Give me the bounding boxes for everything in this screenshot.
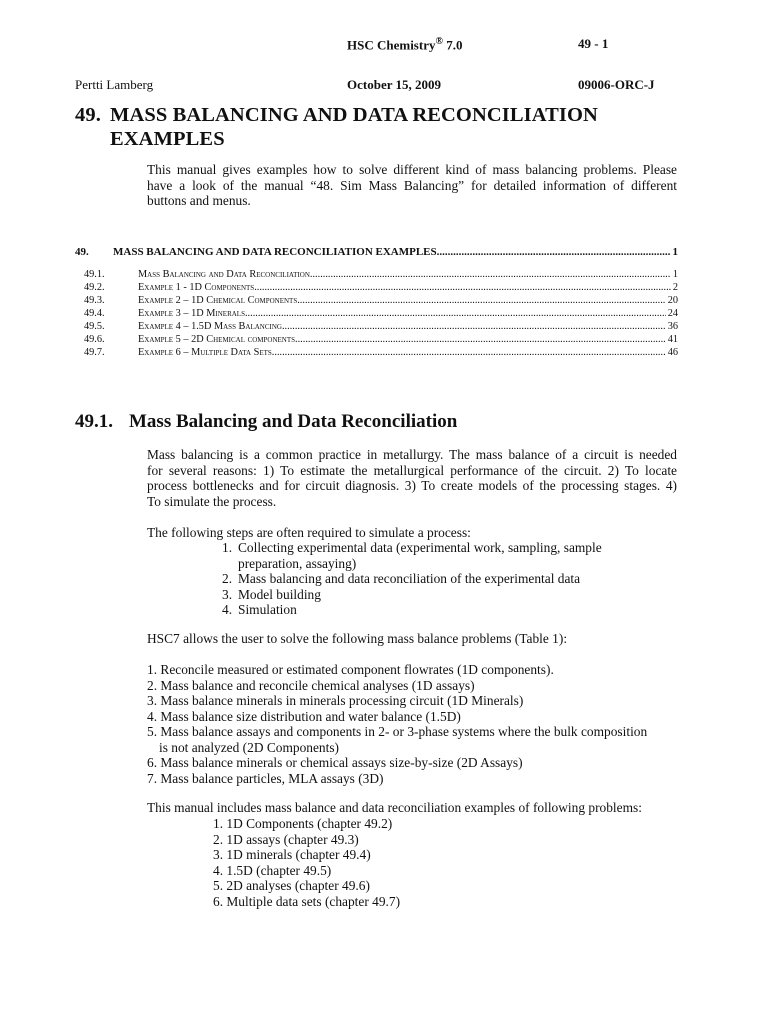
- toc-leader-dots: [310, 268, 671, 281]
- list-item: 2. Mass balance and reconcile chemical analyses (1D assays): [147, 677, 475, 693]
- body-paragraph-2: The following steps are often required to simulate a process:: [147, 525, 471, 540]
- list-item: 3. Mass balance minerals in minerals processing circuit (1D Minerals): [147, 693, 524, 708]
- paragraph-line: Mass balancing is a common practice in metallurgy. The mass balance of a circuit is needed: [147, 447, 677, 462]
- toc-entry-49-1[interactable]: [84, 268, 678, 281]
- product-version: 7.0: [446, 37, 463, 53]
- toc-leader-dots: [437, 245, 671, 259]
- problems-list: [147, 662, 647, 786]
- list-item: [222, 571, 602, 587]
- list-item: 3. 1D minerals (chapter 49.4): [213, 847, 371, 862]
- registered-mark: ®: [435, 36, 443, 47]
- list-item-text: Model building: [238, 586, 321, 602]
- list-item-text: Collecting experimental data (experimental work, sampling, sample: [238, 540, 602, 555]
- toc-entry-number: 49.5.: [84, 321, 105, 332]
- toc-leader-dots: [295, 333, 666, 346]
- toc-entry-number: 49.7.: [84, 347, 105, 358]
- toc-entry-title: Example 2 – 1D Chemical Components: [138, 295, 298, 306]
- list-item: 6. Mass balance minerals or chemical assays size-by-size (2D Assays): [147, 755, 523, 770]
- chapter-number: 49.: [75, 104, 101, 126]
- list-item: 2. 1D assays (chapter 49.3): [213, 831, 359, 847]
- toc-entry-page: 20: [667, 295, 678, 306]
- list-item: 6. Multiple data sets (chapter 49.7): [213, 893, 401, 909]
- body-paragraph-1: [147, 447, 677, 509]
- toc-main-entry[interactable]: [75, 245, 678, 259]
- header-product: [347, 36, 462, 53]
- list-marker: 2.: [222, 571, 233, 586]
- toc-entry-49-4[interactable]: [84, 307, 678, 320]
- list-item-text: preparation, assaying): [238, 555, 357, 571]
- intro-line-3: buttons and menus.: [147, 193, 251, 208]
- list-marker: 4.: [222, 602, 233, 617]
- toc-leader-dots: [297, 294, 665, 307]
- list-item: 4. 1.5D (chapter 49.5): [213, 862, 332, 878]
- section-title: Mass Balancing and Data Reconciliation: [129, 411, 458, 432]
- list-marker: 1.: [222, 540, 233, 555]
- toc-entry-title: Example 5 – 2D Chemical components: [138, 334, 296, 345]
- list-item: [222, 540, 602, 571]
- toc-leader-dots: [282, 320, 666, 333]
- list-item-continuation: is not analyzed (2D Components): [159, 739, 339, 755]
- toc-entry-49-6[interactable]: [84, 333, 678, 346]
- chapter-title-line2: EXAMPLES: [110, 128, 225, 150]
- toc-entry-title: Example 1 - 1D Components: [138, 282, 255, 293]
- toc-leader-dots: [254, 281, 671, 294]
- toc-entry-number: 49.3.: [84, 295, 105, 306]
- list-item: [222, 587, 602, 603]
- toc-entry-49-3[interactable]: [84, 294, 678, 307]
- toc-entry-49-2[interactable]: [84, 281, 678, 294]
- paragraph-line: process bottlenecks and for circuit diagnosis. 3) To create models of the processing stages. 4): [147, 478, 677, 493]
- toc-entry-page: 36: [667, 321, 678, 332]
- list-item-text: Mass balancing and data reconciliation of the experimental data: [238, 571, 581, 586]
- list-item: 4. Mass balance size distribution and water balance (1.5D): [147, 708, 461, 724]
- toc-entry-49-5[interactable]: [84, 320, 678, 333]
- toc-entry-number: 49.6.: [84, 334, 105, 345]
- toc-entry-title: Example 3 – 1D Minerals: [138, 308, 245, 319]
- toc-entry-number: 49.4.: [84, 308, 105, 319]
- body-paragraph-3: HSC7 allows the user to solve the following mass balance problems (Table 1):: [147, 631, 568, 646]
- intro-paragraph: [147, 162, 677, 209]
- toc-entry-title: Example 6 – Multiple Data Sets: [138, 347, 272, 358]
- list-item: [222, 602, 602, 618]
- chapter-title-line1: MASS BALANCING AND DATA RECONCILIATION: [110, 104, 598, 126]
- toc-entry-number: 49.2.: [84, 282, 105, 293]
- toc-main-number: 49.: [75, 246, 89, 258]
- list-marker: 3.: [222, 586, 233, 602]
- toc-main-page: 1: [672, 246, 678, 258]
- toc-leader-dots: [245, 307, 666, 320]
- body-paragraph-4: This manual includes mass balance and data reconciliation examples of following problems:: [147, 800, 642, 815]
- header-doc-code: 09006-ORC-J: [578, 77, 655, 92]
- paragraph-line: To simulate the process.: [147, 493, 277, 509]
- paragraph-line: for several reasons: 1) To estimate the metallurgical performance of the circuit. 2) To locate: [147, 462, 677, 478]
- examples-list: [213, 816, 400, 909]
- header-page-number: 49 - 1: [578, 36, 609, 51]
- toc-entry-page: 24: [667, 308, 678, 319]
- toc-entry-page: 2: [672, 282, 678, 293]
- toc-entry-number: 49.1.: [84, 269, 105, 280]
- toc-entry-page: 46: [667, 347, 678, 358]
- toc-main-title: MASS BALANCING AND DATA RECONCILIATION EXAMPLES: [113, 246, 437, 258]
- toc-entry-49-7[interactable]: [84, 346, 678, 359]
- list-item: 5. Mass balance assays and components in 2- or 3-phase systems where the bulk composition: [147, 724, 648, 739]
- list-item: 7. Mass balance particles, MLA assays (3D): [147, 770, 384, 786]
- toc-entry-title: Example 4 – 1.5D Mass Balancing: [138, 321, 282, 332]
- intro-line-1: This manual gives examples how to solve different kind of mass balancing problems. Please: [147, 162, 677, 177]
- toc-entry-page: 41: [667, 334, 678, 345]
- header-date: October 15, 2009: [347, 77, 441, 92]
- list-item: 1. 1D Components (chapter 49.2): [213, 816, 393, 831]
- section-number: 49.1.: [75, 411, 113, 432]
- list-item-text: Simulation: [238, 602, 297, 617]
- toc-leader-dots: [272, 346, 666, 359]
- intro-line-2: have a look of the manual “48. Sim Mass Balancing” for detailed information of different: [147, 177, 677, 193]
- toc-entry-page: 1: [672, 269, 678, 280]
- steps-list: [222, 540, 602, 618]
- list-item: 1. Reconcile measured or estimated component flowrates (1D components).: [147, 662, 554, 677]
- list-item: 5. 2D analyses (chapter 49.6): [213, 878, 370, 893]
- product-name: HSC Chemistry: [347, 37, 436, 53]
- toc-entry-title: Mass Balancing and Data Reconciliation: [138, 269, 310, 280]
- header-author: Pertti Lamberg: [75, 77, 154, 92]
